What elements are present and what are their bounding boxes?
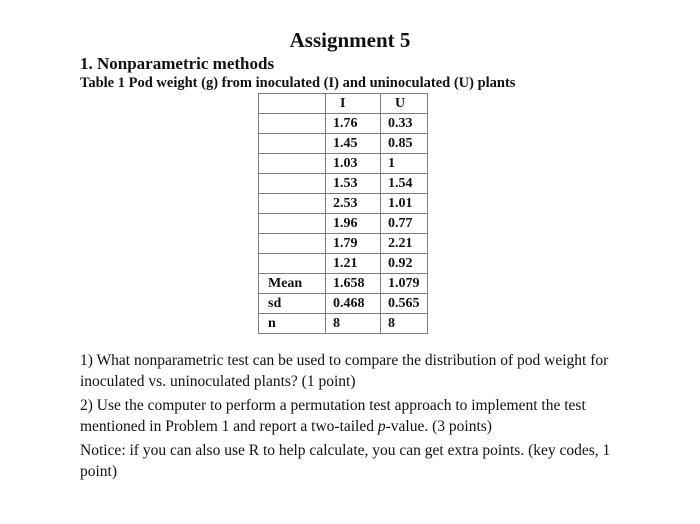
table-caption: Table 1 Pod weight (g) from inoculated (I) and uninoculated (U) plants <box>80 75 516 91</box>
uninoculated-cell: 0.565 <box>381 294 428 314</box>
question-2 <box>80 395 640 437</box>
row-label-cell <box>259 174 326 194</box>
uninoculated-cell: 1.54 <box>381 174 428 194</box>
questions-block <box>80 350 640 485</box>
uninoculated-cell: 0.85 <box>381 134 428 154</box>
section-heading: 1. Nonparametric methods <box>80 54 275 73</box>
header-cell-uninoculated: U <box>381 94 428 114</box>
table-row <box>259 214 428 234</box>
row-label-cell <box>259 114 326 134</box>
pod-weight-table <box>258 93 428 334</box>
row-label-cell <box>259 234 326 254</box>
table-row <box>259 314 428 334</box>
uninoculated-cell: 0.77 <box>381 214 428 234</box>
notice-text: Notice: if you can also use R to help calculate, you can get extra points. (key codes, 1 point) <box>80 442 611 480</box>
table-row <box>259 294 428 314</box>
inoculated-cell: 2.53 <box>326 194 381 214</box>
uninoculated-cell: 0.33 <box>381 114 428 134</box>
row-label-cell: Mean <box>259 274 326 294</box>
table-row <box>259 174 428 194</box>
uninoculated-cell: 0.92 <box>381 254 428 274</box>
uninoculated-cell: 1.01 <box>381 194 428 214</box>
inoculated-cell: 1.21 <box>326 254 381 274</box>
inoculated-cell: 1.53 <box>326 174 381 194</box>
row-label-cell <box>259 134 326 154</box>
row-label-cell: sd <box>259 294 326 314</box>
table-header-row <box>259 94 428 114</box>
table-row <box>259 114 428 134</box>
uninoculated-cell: 8 <box>381 314 428 334</box>
p-value-symbol: p <box>377 418 386 435</box>
table-row <box>259 234 428 254</box>
row-label-cell <box>259 254 326 274</box>
uninoculated-cell: 1 <box>381 154 428 174</box>
inoculated-cell: 8 <box>326 314 381 334</box>
row-label-cell: n <box>259 314 326 334</box>
inoculated-cell: 1.45 <box>326 134 381 154</box>
table-row <box>259 194 428 214</box>
question-2-suffix: -value. (3 points) <box>385 418 492 435</box>
inoculated-cell: 1.96 <box>326 214 381 234</box>
uninoculated-cell: 1.079 <box>381 274 428 294</box>
table-row <box>259 254 428 274</box>
question-2-text: 2) Use the computer to perform a permutation test approach to implement the test mentioned in Problem 1 and report a two-tailed <box>80 397 586 435</box>
inoculated-cell: 1.03 <box>326 154 381 174</box>
table-row <box>259 154 428 174</box>
inoculated-cell: 1.658 <box>326 274 381 294</box>
table-row <box>259 134 428 154</box>
inoculated-cell: 1.79 <box>326 234 381 254</box>
row-label-cell <box>259 154 326 174</box>
row-label-cell <box>259 214 326 234</box>
uninoculated-cell: 2.21 <box>381 234 428 254</box>
header-cell-inoculated: I <box>326 94 381 114</box>
inoculated-cell: 1.76 <box>326 114 381 134</box>
header-cell-label <box>259 94 326 114</box>
question-1: 1) What nonparametric test can be used to compare the distribution of pod weight for inoculated vs. uninoculated plants? (1 point) <box>80 352 609 390</box>
inoculated-cell: 0.468 <box>326 294 381 314</box>
row-label-cell <box>259 194 326 214</box>
table-row <box>259 274 428 294</box>
assignment-title: Assignment 5 <box>289 28 411 52</box>
